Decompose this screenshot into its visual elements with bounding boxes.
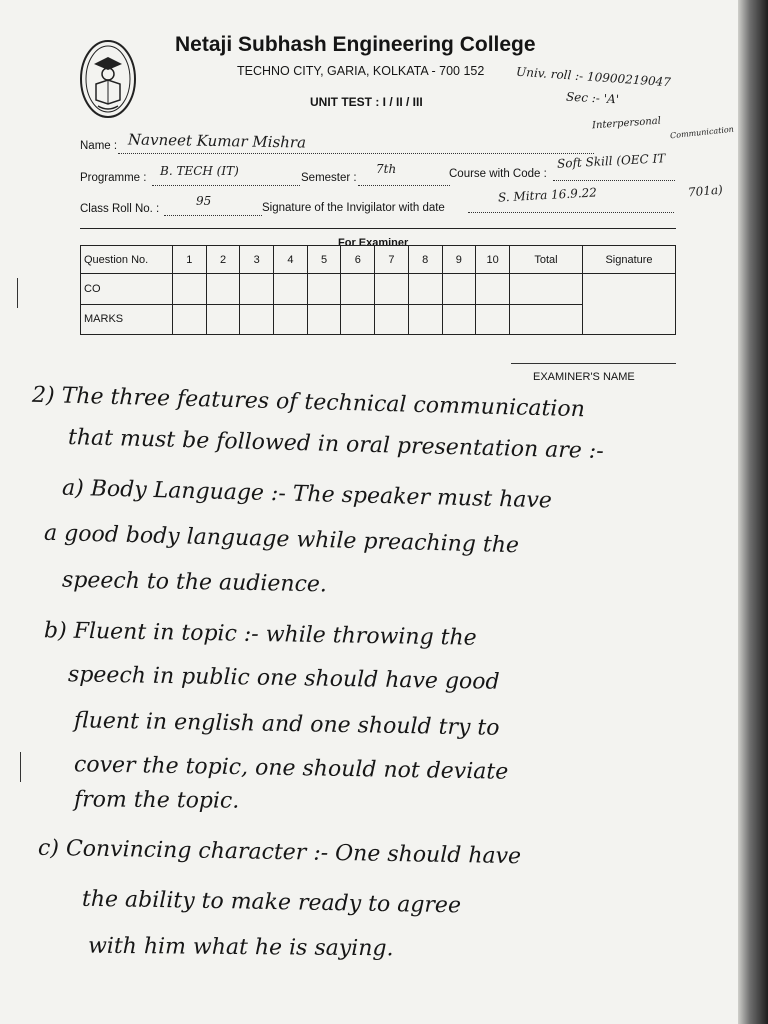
header-divider: [80, 228, 676, 229]
page-edge-shadow: [738, 0, 768, 1024]
signature-label: Signature of the Invigilator with date: [262, 202, 445, 214]
college-logo: [80, 40, 136, 118]
answer-line: speech to the audience.: [61, 567, 328, 598]
answer-line: cover the topic, one should not deviate: [73, 752, 509, 785]
header-signature: Signature: [583, 246, 676, 274]
header-q8: 8: [408, 246, 442, 274]
univ-roll-handwritten: Univ. roll :- 10900219047: [515, 64, 672, 90]
answer-line: fluent in english and one should try to: [73, 708, 500, 741]
signature-value: S. Mitra 16.9.22: [497, 185, 598, 205]
answer-line: with him what he is saying.: [87, 933, 394, 962]
header-q10: 10: [476, 246, 510, 274]
semester-label: Semester :: [301, 172, 357, 184]
examiner-marks-table: [80, 245, 676, 335]
header-q3: 3: [240, 246, 274, 274]
answer-line: from the topic.: [73, 787, 240, 814]
answer-line: the ability to make ready to agree: [81, 886, 462, 919]
course-label: Course with Code :: [449, 168, 547, 180]
answer-line: 2) The three features of technical communication: [31, 382, 586, 423]
header-q4: 4: [274, 246, 308, 274]
row-label-co: CO: [81, 274, 173, 305]
row-label-marks: MARKS: [81, 304, 173, 335]
class-roll-label: Class Roll No. :: [80, 203, 160, 215]
header-q9: 9: [442, 246, 476, 274]
examiner-name-label: EXAMINER'S NAME: [533, 371, 635, 383]
for-examiner-title: For Examiner: [338, 237, 409, 249]
answer-line: c) Convincing character :- One should have: [37, 835, 522, 870]
unit-test-label: UNIT TEST : I / II / III: [310, 95, 423, 109]
table-row-co: [81, 274, 676, 305]
name-label: Name :: [80, 140, 118, 152]
section-handwritten: Sec :- 'A': [565, 89, 620, 107]
class-roll-value: 95: [196, 194, 212, 208]
header-q6: 6: [341, 246, 375, 274]
programme-value: B. TECH (IT): [160, 164, 239, 178]
table-header-row: [81, 246, 676, 274]
college-name: Netaji Subhash Engineering College: [175, 33, 536, 56]
answer-line: that must be followed in oral presentation are :-: [67, 424, 605, 465]
course-note-handwritten-2: Communication: [669, 124, 735, 141]
college-address: TECHNO CITY, GARIA, KOLKATA - 700 152: [237, 64, 485, 78]
margin-mark: [17, 278, 18, 308]
semester-value: 7th: [376, 162, 397, 176]
answer-line: speech in public one should have good: [67, 662, 500, 695]
header-total: Total: [510, 246, 583, 274]
examiner-name-line: [511, 363, 676, 364]
header-q1: 1: [173, 246, 207, 274]
signature-cell: [583, 274, 676, 335]
answer-line: b) Fluent in topic :- while throwing the: [43, 618, 477, 651]
header-question-no: Question No.: [81, 246, 173, 274]
programme-label: Programme :: [80, 172, 147, 184]
answer-line: a) Body Language :- The speaker must have: [61, 475, 553, 514]
answer-line: a good body language while preaching the: [43, 520, 520, 559]
course-note-handwritten: Interpersonal: [591, 115, 662, 132]
margin-mark: [20, 752, 21, 782]
course-value: Soft Skill (OEC IT: [556, 151, 666, 171]
header-q2: 2: [206, 246, 240, 274]
header-q7: 7: [375, 246, 409, 274]
signature-code: 701a): [687, 182, 724, 200]
name-value: Navneet Kumar Mishra: [127, 130, 307, 152]
header-q5: 5: [307, 246, 341, 274]
